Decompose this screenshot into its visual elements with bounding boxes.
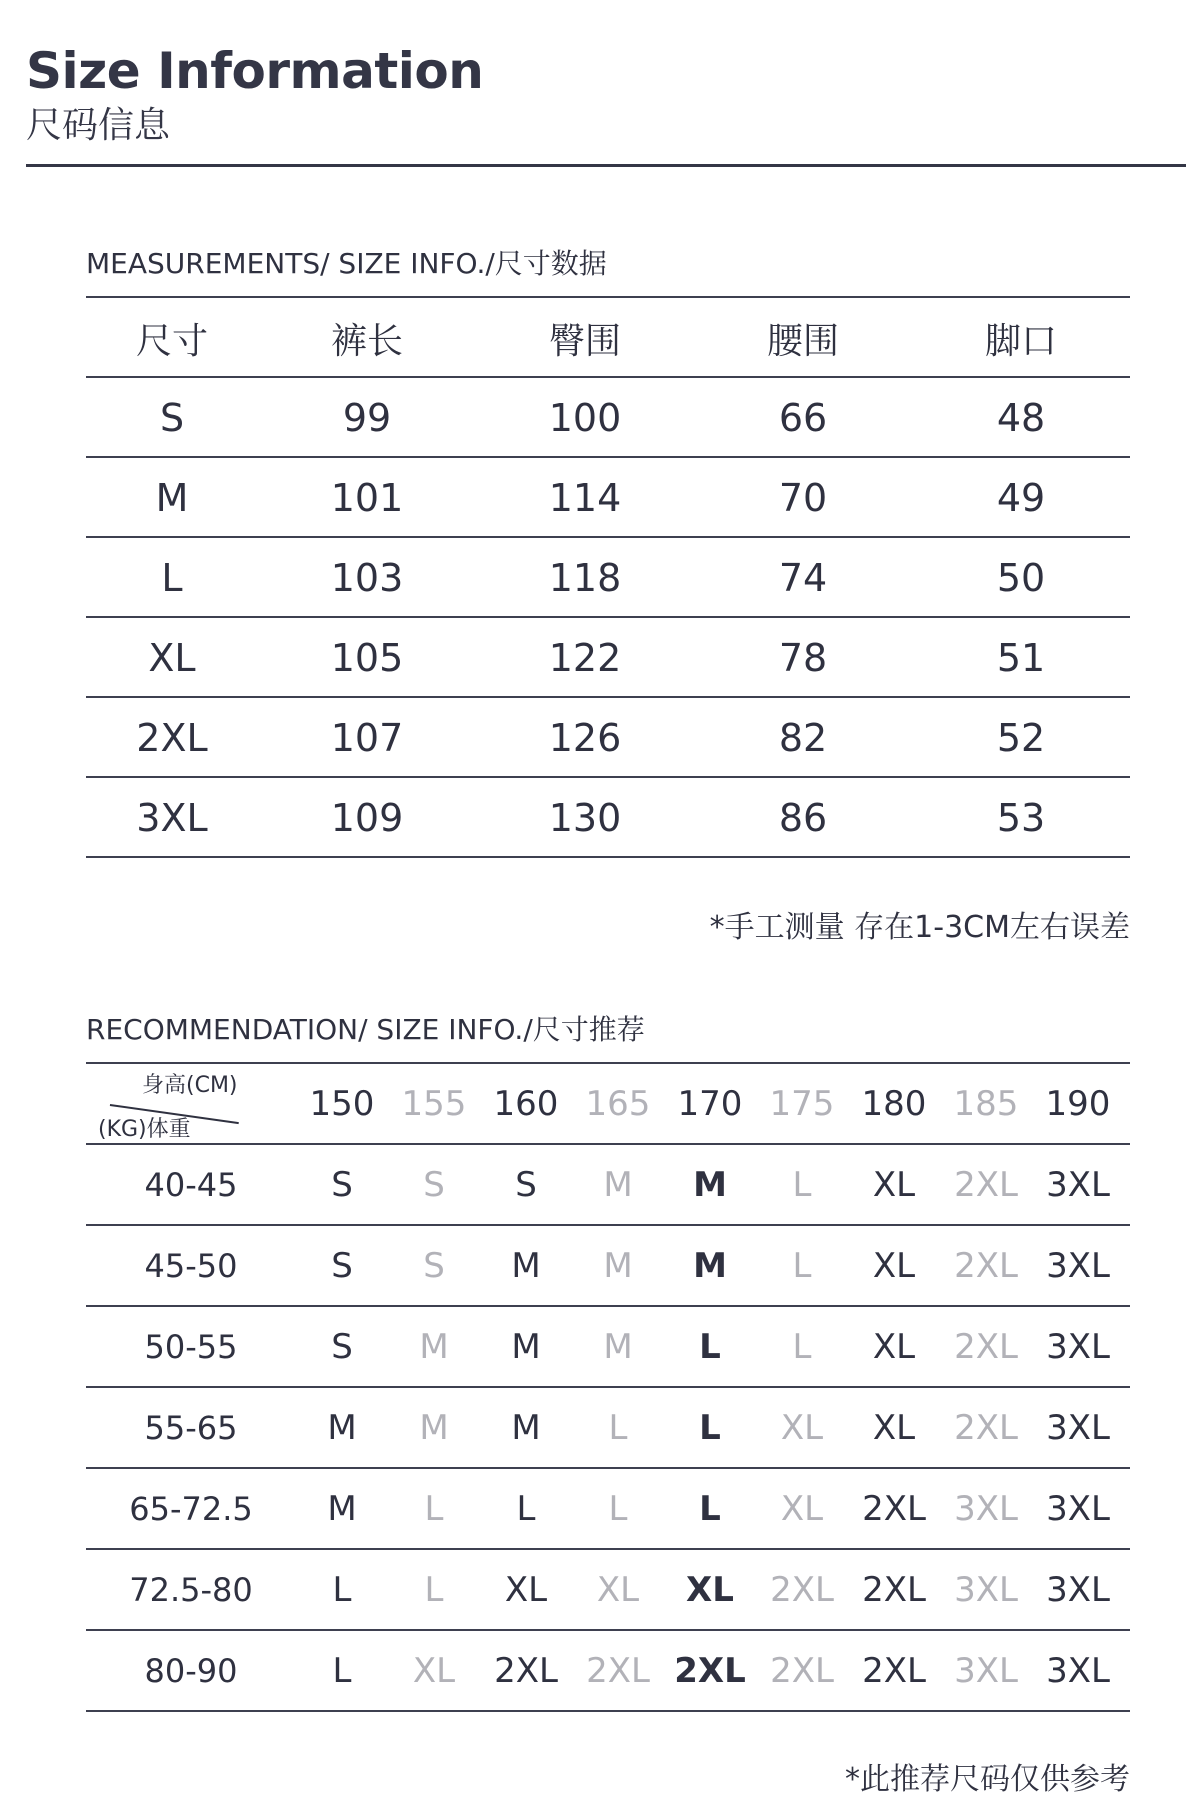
measurements-column-header: 尺寸 (135, 320, 208, 362)
recommended-size-cell: S (423, 1165, 445, 1205)
recommended-size-cell: 3XL (1046, 1165, 1110, 1205)
title-divider (26, 164, 1186, 167)
recommended-size-cell: XL (504, 1570, 548, 1610)
recommended-size-cell: XL (872, 1246, 916, 1286)
weight-range-cell: 45-50 (144, 1247, 238, 1285)
measurement-value: 86 (778, 796, 828, 840)
recommended-size-cell: M (511, 1408, 541, 1448)
recommendation-row (86, 1145, 1130, 1225)
page-subtitle: 尺码信息 (26, 105, 171, 146)
measurement-value: 126 (548, 716, 622, 760)
measurement-value: 109 (330, 796, 404, 840)
measurements-row (86, 698, 1130, 778)
page-title: Size Information (26, 42, 484, 100)
recommended-size-cell: L (792, 1165, 812, 1205)
measurements-column-header: 腰围 (766, 320, 839, 362)
recommended-size-cell: 3XL (954, 1570, 1018, 1610)
recommended-size-cell: 2XL (954, 1165, 1018, 1205)
measurement-value: 122 (548, 636, 622, 680)
recommendation-row (86, 1226, 1130, 1306)
recommended-size-cell: 3XL (1046, 1246, 1110, 1286)
recommended-size-cell: L (608, 1408, 628, 1448)
measurements-row (86, 458, 1130, 538)
measurement-value: 66 (778, 396, 828, 440)
recommended-size-cell: L (792, 1246, 812, 1286)
recommendation-row (86, 1307, 1130, 1387)
height-axis-label: 身高(CM) (142, 1073, 238, 1098)
recommended-size-cell: XL (872, 1327, 916, 1367)
weight-range-cell: 40-45 (144, 1166, 238, 1204)
recommended-size-cell: L (332, 1570, 352, 1610)
measurement-value: 74 (778, 556, 828, 600)
recommended-size-cell: M (419, 1327, 449, 1367)
size-cell: 2XL (136, 716, 208, 760)
recommended-size-cell: M (603, 1165, 633, 1205)
recommended-size-cell: 2XL (770, 1651, 834, 1691)
recommended-size-cell: 3XL (954, 1489, 1018, 1529)
height-column-header: 180 (861, 1084, 927, 1124)
recommended-size-cell: XL (780, 1408, 824, 1448)
measurements-column-header: 裤长 (330, 320, 403, 362)
recommended-size-cell: L (424, 1570, 444, 1610)
measurement-value: 48 (996, 396, 1046, 440)
recommended-size-cell: XL (412, 1651, 456, 1691)
recommended-size-cell: L (699, 1327, 721, 1367)
recommended-size-cell: S (515, 1165, 537, 1205)
recommended-size-cell: 2XL (586, 1651, 650, 1691)
weight-range-cell: 80-90 (144, 1652, 238, 1690)
size-cell: L (161, 556, 183, 600)
weight-range-cell: 72.5-80 (129, 1571, 253, 1609)
measurements-row (86, 378, 1130, 458)
recommended-size-cell: 2XL (674, 1651, 746, 1691)
recommendation-section-label: RECOMMENDATION/ SIZE INFO./尺寸推荐 (86, 1013, 645, 1046)
measurement-value: 105 (330, 636, 404, 680)
recommendation-row (86, 1469, 1130, 1549)
recommended-size-cell: 2XL (862, 1489, 926, 1529)
size-cell: 3XL (136, 796, 208, 840)
measurement-value: 99 (342, 396, 392, 440)
recommended-size-cell: 2XL (494, 1651, 558, 1691)
measurement-value: 51 (996, 636, 1046, 680)
recommended-size-cell: L (608, 1489, 628, 1529)
measurement-value: 118 (548, 556, 622, 600)
weight-range-cell: 50-55 (144, 1328, 238, 1366)
weight-range-cell: 55-65 (144, 1409, 238, 1447)
size-cell: M (155, 476, 189, 520)
measurements-column-header: 脚口 (984, 320, 1057, 362)
recommended-size-cell: M (603, 1327, 633, 1367)
height-column-header: 175 (769, 1084, 835, 1124)
measurement-value: 53 (996, 796, 1046, 840)
measurements-row (86, 778, 1130, 858)
recommended-size-cell: 3XL (1046, 1408, 1110, 1448)
recommended-size-cell: S (331, 1246, 353, 1286)
recommended-size-cell: S (331, 1327, 353, 1367)
measurement-value: 70 (778, 476, 828, 520)
measurement-value: 78 (778, 636, 828, 680)
recommended-size-cell: M (693, 1165, 727, 1205)
size-cell: XL (148, 636, 196, 680)
height-column-header: 190 (1045, 1084, 1111, 1124)
recommendation-row-rule (86, 1710, 1130, 1712)
recommended-size-cell: 3XL (1046, 1651, 1110, 1691)
measurements-header-row (86, 298, 1130, 378)
measurement-value: 101 (330, 476, 404, 520)
recommended-size-cell: M (693, 1246, 727, 1286)
height-column-header: 165 (585, 1084, 651, 1124)
recommended-size-cell: 3XL (1046, 1489, 1110, 1529)
recommended-size-cell: S (423, 1246, 445, 1286)
height-column-header: 185 (953, 1084, 1019, 1124)
recommended-size-cell: L (332, 1651, 352, 1691)
recommended-size-cell: 2XL (954, 1327, 1018, 1367)
measurement-value: 103 (330, 556, 404, 600)
measurement-value: 82 (778, 716, 828, 760)
measurement-value: 49 (996, 476, 1046, 520)
recommended-size-cell: M (511, 1327, 541, 1367)
measurement-value: 50 (996, 556, 1046, 600)
height-column-header: 155 (401, 1084, 467, 1124)
recommended-size-cell: 2XL (954, 1408, 1018, 1448)
measurement-value: 107 (330, 716, 404, 760)
recommended-size-cell: M (327, 1489, 357, 1529)
recommended-size-cell: L (792, 1327, 812, 1367)
measurements-note: *手工测量 存在1-3CM左右误差 (709, 910, 1130, 945)
recommended-size-cell: 2XL (862, 1651, 926, 1691)
measurement-value: 114 (548, 476, 622, 520)
recommended-size-cell: XL (872, 1165, 916, 1205)
measurement-value: 130 (548, 796, 622, 840)
measurements-row (86, 618, 1130, 698)
recommended-size-cell: 2XL (862, 1570, 926, 1610)
recommended-size-cell: L (699, 1489, 721, 1529)
recommended-size-cell: L (699, 1408, 721, 1448)
height-weight-corner (86, 1064, 296, 1144)
measurement-value: 100 (548, 396, 622, 440)
recommended-size-cell: S (331, 1165, 353, 1205)
recommendation-note: *此推荐尺码仅供参考 (845, 1762, 1130, 1797)
recommended-size-cell: 3XL (954, 1651, 1018, 1691)
recommended-size-cell: 3XL (1046, 1570, 1110, 1610)
measurement-value: 52 (996, 716, 1046, 760)
recommended-size-cell: M (327, 1408, 357, 1448)
measurements-section-label: MEASUREMENTS/ SIZE INFO./尺寸数据 (86, 247, 607, 280)
measurements-column-header: 臀围 (548, 320, 621, 362)
height-column-header: 160 (493, 1084, 559, 1124)
measurements-row (86, 538, 1130, 618)
recommendation-row (86, 1550, 1130, 1630)
weight-axis-label: (KG)体重 (98, 1117, 191, 1142)
recommendation-header-row (86, 1064, 1130, 1144)
measurements-row-rule (86, 856, 1130, 858)
recommended-size-cell: XL (872, 1408, 916, 1448)
recommended-size-cell: L (424, 1489, 444, 1529)
recommended-size-cell: 2XL (770, 1570, 834, 1610)
recommended-size-cell: XL (780, 1489, 824, 1529)
recommendation-row (86, 1388, 1130, 1468)
recommendation-row (86, 1631, 1130, 1711)
recommended-size-cell: 3XL (1046, 1327, 1110, 1367)
recommended-size-cell: M (511, 1246, 541, 1286)
weight-range-cell: 65-72.5 (129, 1490, 253, 1528)
recommended-size-cell: L (516, 1489, 536, 1529)
recommended-size-cell: XL (686, 1570, 734, 1610)
recommended-size-cell: M (419, 1408, 449, 1448)
recommended-size-cell: 2XL (954, 1246, 1018, 1286)
height-column-header: 150 (309, 1084, 375, 1124)
recommended-size-cell: XL (596, 1570, 640, 1610)
height-column-header: 170 (677, 1084, 743, 1124)
recommended-size-cell: M (603, 1246, 633, 1286)
size-cell: S (159, 396, 185, 440)
